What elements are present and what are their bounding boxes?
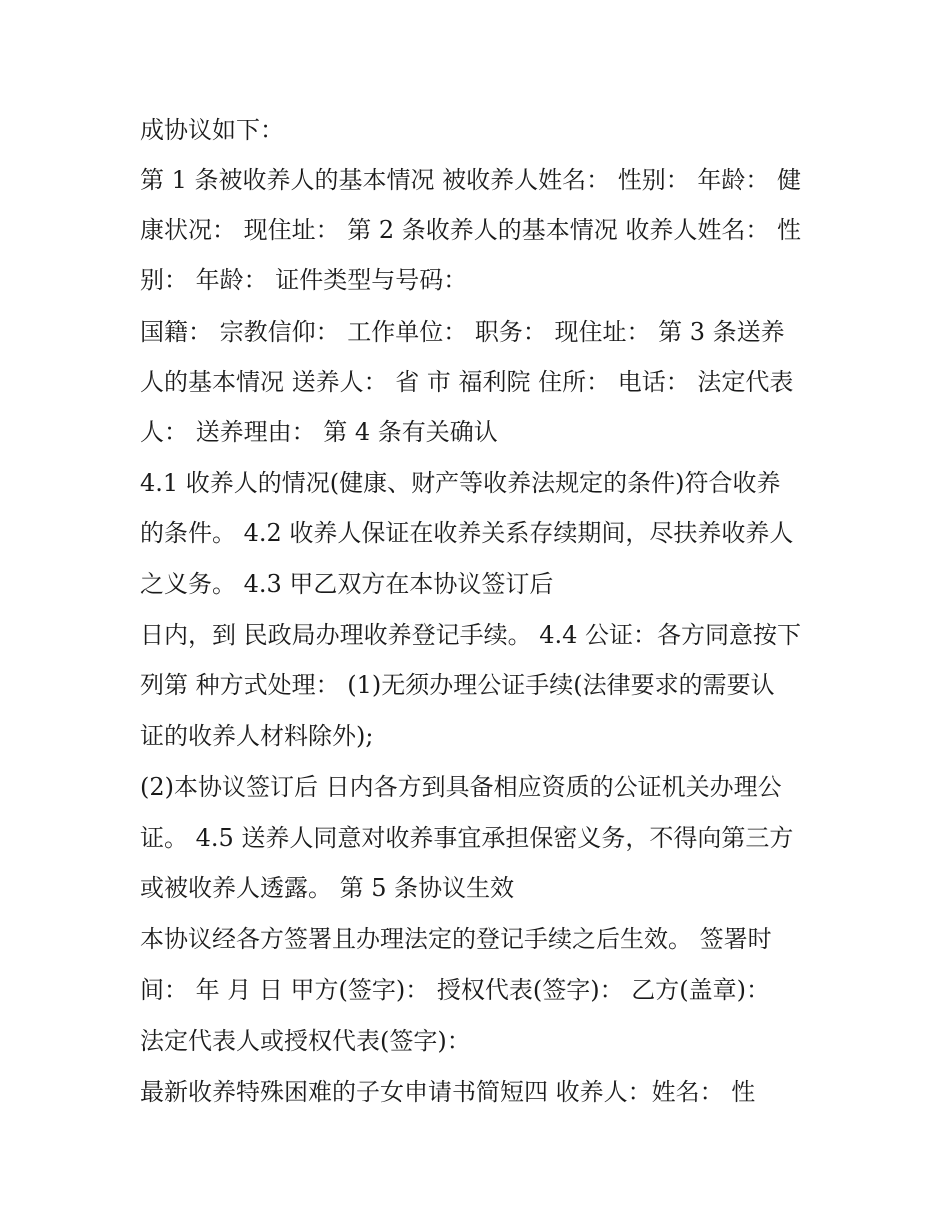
text-line: 4.1 收养人的情况(健康、财产等收养法规定的条件)符合收养 xyxy=(140,469,781,497)
text-line: 最新收养特殊困难的子女申请书简短四 收养人：姓名： 性 xyxy=(140,1078,756,1106)
text-line: 列第 种方式处理： (1)无须办理公证手续(法律要求的需要认 xyxy=(140,671,775,699)
text-line: 康状况： 现住址： 第 2 条收养人的基本情况 收养人姓名： 性 xyxy=(140,216,802,244)
text-line: 证的收养人材料除外); xyxy=(140,722,374,750)
text-line: 法定代表人或授权代表(签字)： xyxy=(140,1027,471,1055)
text-line: 间： 年 月 日 甲方(签字)： 授权代表(签字)： 乙方(盖章)： xyxy=(140,976,770,1004)
text-line: 人的基本情况 送养人： 省 市 福利院 住所： 电话： 法定代表 xyxy=(140,368,794,396)
text-line: 别： 年龄： 证件类型与号码： xyxy=(140,266,468,294)
text-line: 证。 4.5 送养人同意对收养事宜承担保密义务，不得向第三方 xyxy=(140,824,794,852)
text-line: 的条件。 4.2 收养人保证在收养关系存续期间，尽扶养收养人 xyxy=(140,519,794,547)
text-line: 第 1 条被收养人的基本情况 被收养人姓名： 性别： 年龄： 健 xyxy=(140,166,802,194)
text-line: 日内，到 民政局办理收养登记手续。 4.4 公证：各方同意按下 xyxy=(140,621,802,649)
text-line: 成协议如下： xyxy=(140,116,284,144)
text-line: 国籍： 宗教信仰： 工作单位： 职务： 现住址： 第 3 条送养 xyxy=(140,318,785,346)
text-line: 之义务。 4.3 甲乙双方在本协议签订后 xyxy=(140,570,554,598)
text-line: 本协议经各方签署且办理法定的登记手续之后生效。 签署时 xyxy=(140,925,772,953)
text-line: 或被收养人透露。 第 5 条协议生效 xyxy=(140,874,515,902)
text-line: 人： 送养理由： 第 4 条有关确认 xyxy=(140,418,498,446)
text-line: (2)本协议签订后 日内各方到具备相应资质的公证机关办理公 xyxy=(140,773,782,801)
